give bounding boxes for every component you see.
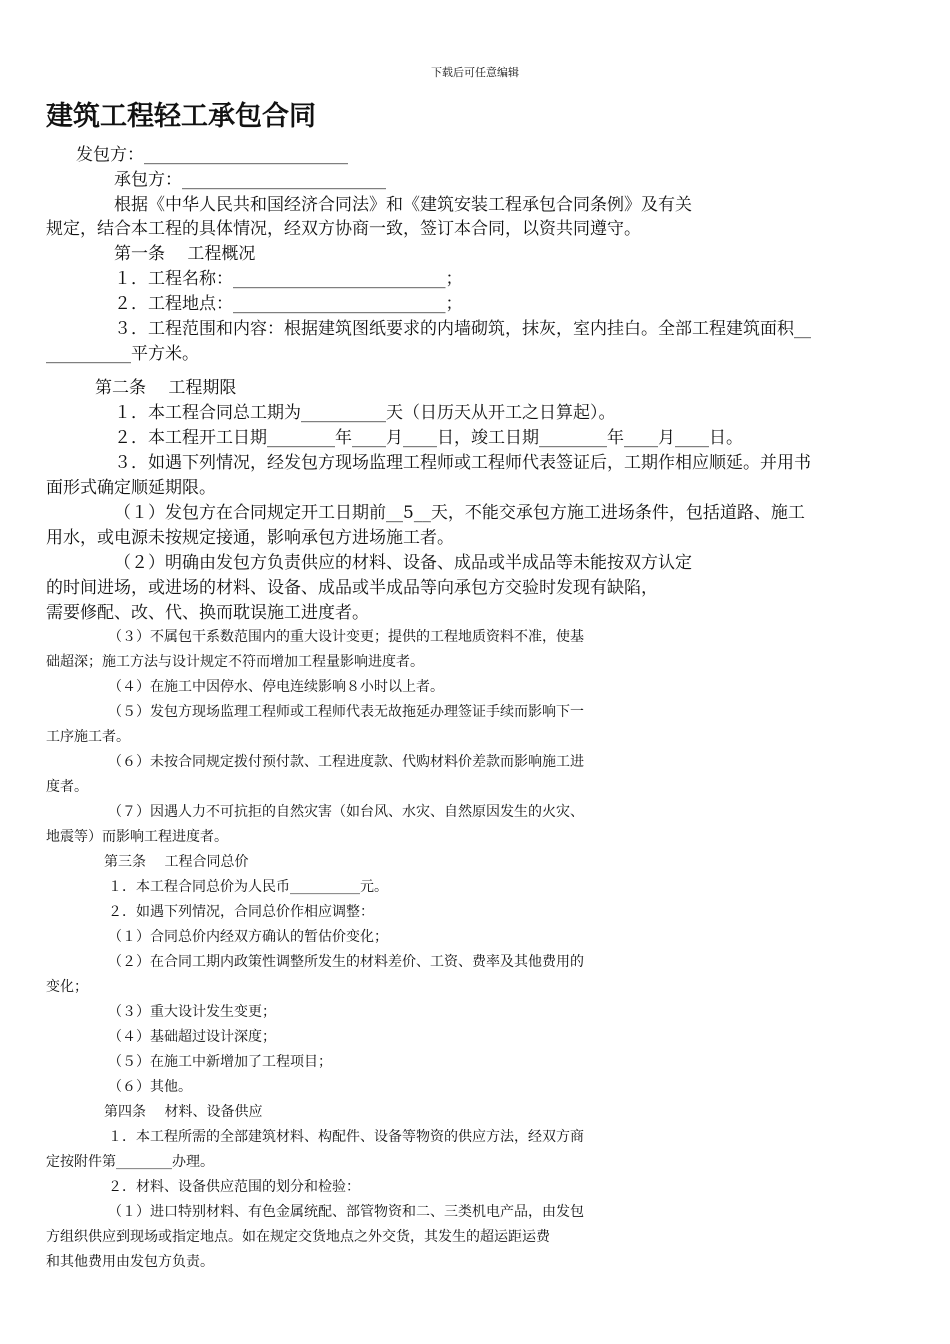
clause-line: 需要修配、改、代、换而耽误施工进度者。 xyxy=(46,603,369,623)
clause-line: （１）发包方在合同规定开工日期前__5__天，不能交承包方施工进场条件，包括道路、施工 xyxy=(114,503,805,523)
preamble-line: 规定，结合本工程的具体情况，经双方协商一致，签订本合同，以资共同遵守。 xyxy=(46,219,641,239)
clause-line: （４）在施工中因停水、停电连续影响８小时以上者。 xyxy=(108,679,444,695)
clause-line: 和其他费用由发包方负责。 xyxy=(46,1254,214,1270)
article-heading: 第二条 工程期限 xyxy=(95,378,237,398)
clause-line: 变化； xyxy=(46,979,88,995)
clause-line: __________平方米。 xyxy=(46,344,199,364)
party-b-line: 承包方：________________________ xyxy=(114,170,386,190)
clause-line: 础超深；施工方法与设计规定不符而增加工程量影响进度者。 xyxy=(46,654,424,670)
clause-line: 方组织供应到现场或指定地点。如在规定交货地点之外交货，其发生的超运距运费 xyxy=(46,1229,550,1245)
clause-line: （１）进口特别材料、有色金属统配、部管物资和二、三类机电产品，由发包 xyxy=(108,1204,584,1220)
clause-line: １．本工程所需的全部建筑材料、构配件、设备等物资的供应方法，经双方商 xyxy=(108,1129,584,1145)
clause-line: 用水，或电源未按规定接通，影响承包方进场施工者。 xyxy=(46,528,454,548)
page-header-note: 下载后可任意编辑 xyxy=(431,66,519,79)
clause-line: （５）发包方现场监理工程师或工程师代表无故拖延办理签证手续而影响下一 xyxy=(108,704,584,720)
clause-line: １．本工程合同总工期为__________天（日历天从开工之日算起）。 xyxy=(114,403,616,423)
clause-line: 定按附件第________办理。 xyxy=(46,1154,214,1170)
party-a-line: 发包方：________________________ xyxy=(76,145,348,165)
clause-line: ２．材料、设备供应范围的划分和检验： xyxy=(108,1179,360,1195)
preamble-line: 根据《中华人民共和国经济合同法》和《建筑安装工程承包合同条例》及有关 xyxy=(114,195,692,215)
clause-line: （６）未按合同规定拨付预付款、工程进度款、代购材料价差款而影响施工进 xyxy=(108,754,584,770)
clause-line: （７）因遇人力不可抗拒的自然灾害（如台风、水灾、自然原因发生的火灾、 xyxy=(108,804,584,820)
clause-line: （２）在合同工期内政策性调整所发生的材料差价、工资、费率及其他费用的 xyxy=(108,954,584,970)
clause-line: １．本工程合同总价为人民币__________元。 xyxy=(108,879,388,895)
clause-line: （３）不属包干系数范围内的重大设计变更；提供的工程地质资料不准，使基 xyxy=(108,629,584,645)
clause-line: （１）合同总价内经双方确认的暂估价变化； xyxy=(108,929,388,945)
document-title: 建筑工程轻工承包合同 xyxy=(46,101,316,132)
clause-line: 度者。 xyxy=(46,779,88,795)
clause-line: （４）基础超过设计深度； xyxy=(108,1029,276,1045)
clause-line: 的时间进场，或进场的材料、设备、成品或半成品等向承包方交验时发现有缺陷， xyxy=(46,578,658,598)
clause-line: 面形式确定顺延期限。 xyxy=(46,478,216,498)
clause-line: （３）重大设计发生变更； xyxy=(108,1004,276,1020)
clause-line: ３．如遇下列情况，经发包方现场监理工程师或工程师代表签证后，工期作相应顺延。并用书 xyxy=(114,453,811,473)
clause-line: ２．工程地点：_________________________； xyxy=(114,294,463,314)
clause-line: 地震等）而影响工程进度者。 xyxy=(46,829,228,845)
clause-line: ３．工程范围和内容：根据建筑图纸要求的内墙砌筑，抹灰，室内挂白。全部工程建筑面积__ xyxy=(114,319,811,339)
clause-line: （６）其他。 xyxy=(108,1079,192,1095)
clause-line: （２）明确由发包方负责供应的材料、设备、成品或半成品等未能按双方认定 xyxy=(114,553,692,573)
clause-line: ２．如遇下列情况，合同总价作相应调整： xyxy=(108,904,374,920)
clause-line: ２．本工程开工日期________年____月____日，竣工日期________年____月____日。 xyxy=(114,428,743,448)
clause-line: （５）在施工中新增加了工程项目； xyxy=(108,1054,332,1070)
clause-line: １．工程名称：_________________________； xyxy=(114,269,463,289)
article-heading: 第三条 工程合同总价 xyxy=(104,854,249,870)
article-heading: 第四条 材料、设备供应 xyxy=(104,1104,263,1120)
clause-line: 工序施工者。 xyxy=(46,729,130,745)
article-heading: 第一条 工程概况 xyxy=(114,244,256,264)
